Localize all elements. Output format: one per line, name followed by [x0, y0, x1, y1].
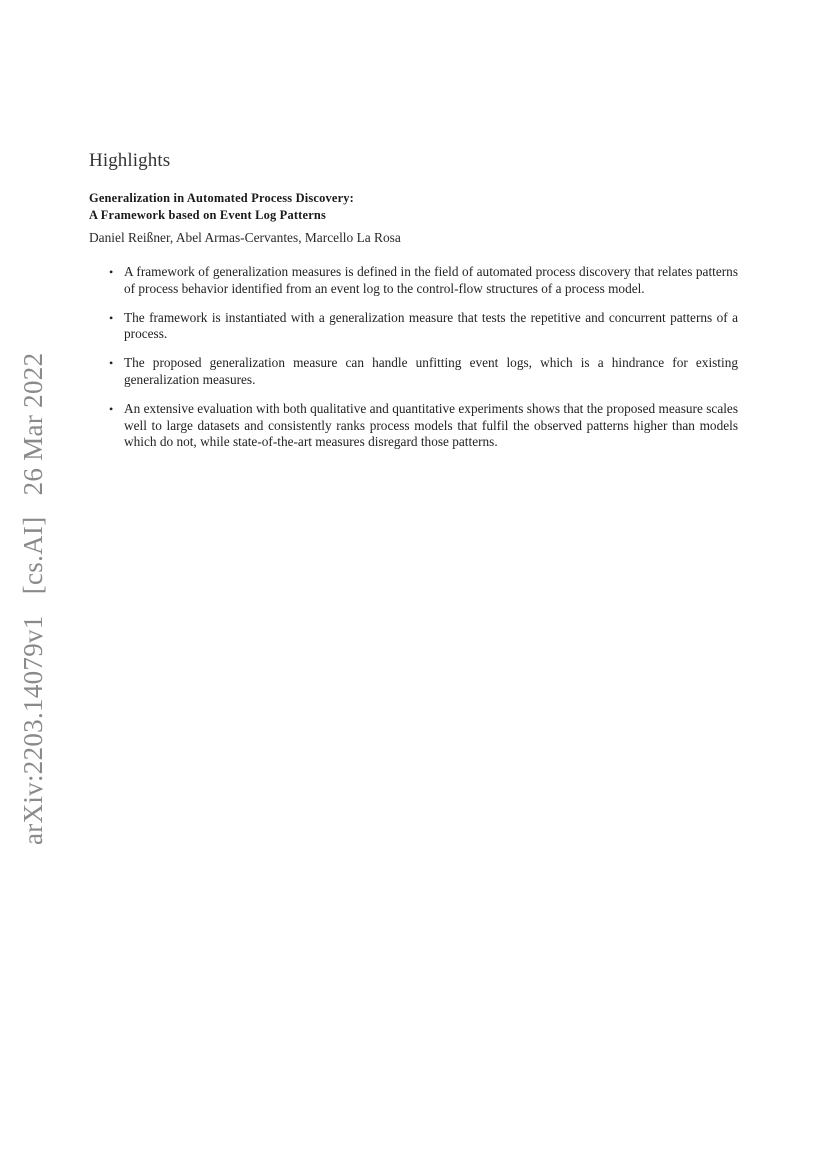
highlight-text: A framework of generalization measures is defined in the field of automated process discovery that relates patterns of process behavior identified from an event log to the control-flow structures of a process model. [124, 264, 738, 296]
arxiv-date: 26 Mar 2022 [18, 352, 48, 496]
highlight-item [106, 355, 738, 389]
highlight-item [106, 264, 738, 298]
paper-title-line-2: A Framework based on Event Log Patterns [89, 208, 327, 222]
bullet-icon: • [109, 310, 114, 325]
bullet-icon: • [109, 356, 114, 371]
paper-title [89, 190, 354, 224]
highlights-list [106, 264, 738, 463]
author-list: Daniel Reißner, Abel Armas-Cervantes, Marcello La Rosa [89, 230, 401, 245]
bullet-icon: • [109, 401, 114, 416]
highlight-item [106, 401, 738, 451]
highlight-text: The framework is instantiated with a generalization measure that tests the repetitive and concurrent patterns of a process. [124, 309, 738, 342]
highlight-item [106, 310, 738, 344]
paper-title-line-1: Generalization in Automated Process Discovery: [89, 191, 354, 205]
section-heading: Highlights [89, 150, 171, 171]
highlight-text: An extensive evaluation with both qualitative and quantitative experiments shows that the proposed measure scales well to large datasets and consistently ranks process models that fulfil the observed patterns higher than models which do not, while state-of-the-art measures disregard those patterns. [124, 400, 738, 450]
arxiv-stamp [18, 339, 49, 845]
arxiv-id: arXiv:2203.14079v1 [18, 615, 48, 845]
arxiv-category: [cs.AI] [18, 516, 48, 595]
bullet-icon: • [109, 265, 114, 279]
highlight-text: The proposed generalization measure can handle unfitting event logs, which is a hindrance for existing generalization measures. [124, 355, 738, 387]
